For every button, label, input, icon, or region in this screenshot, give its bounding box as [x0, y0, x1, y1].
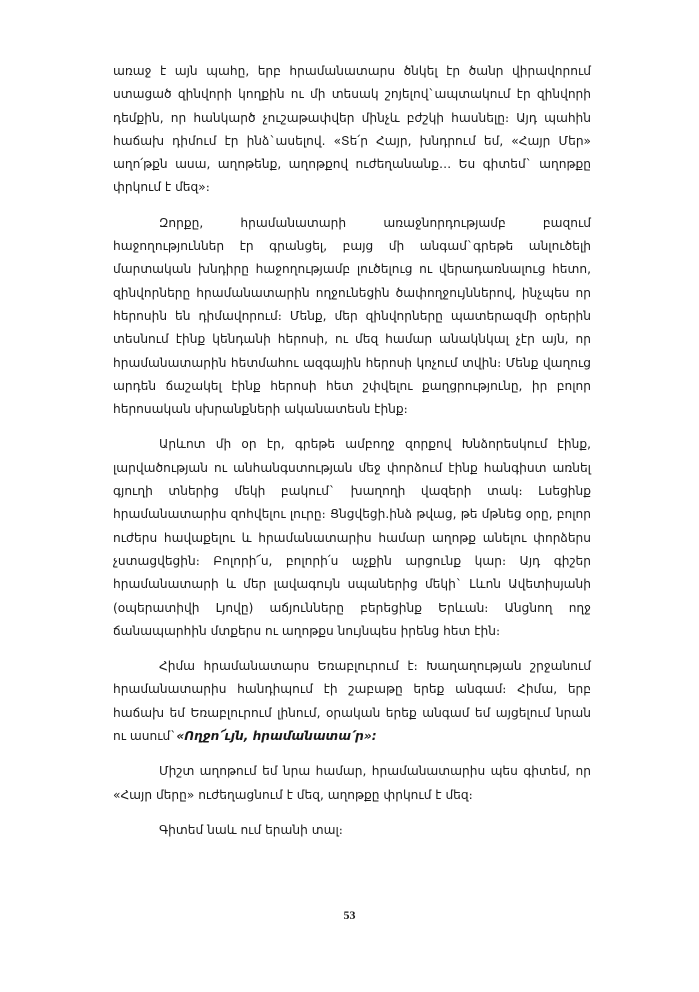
- paragraph-3: Արևոտ մի օր էր, գրեթե ամբողջ զորքով Խնձորեսկում էինք, լարվածության ու անհանգստության մեջ փորձում էինք հանգիստ առնել գյուղի տներից մեկի բակում` խաղողի վազերի տակ։ Լսեցինք հրամանատարիս զոհվելու լուրը։ Ցնցվեցի.ինձ թվաց, թե մթնեց օրը, բոլոր ուժերս հավաքելու և հրամանատարիս համար աղոթք անելու փորձերս չստացվեցին։ Բոլորի՜ս, բոլորի՛ս աչքին արցունք կար։ Այդ գիշեր հրամանատարի և մեր լավագույն սպաներից մեկի` Լևոն Ավետիսյանի (օպերատիվի Լյովը) աճյունները բերեցինք Երևան։ Անցնող ողջ ճանապարհին մտքերս ու աղոթքս նույնպես իրենց հետ էին։: [113, 437, 591, 638]
- paragraph-4: [113, 655, 591, 748]
- body-text: [113, 60, 591, 854]
- paragraph-2: Զորքը, հրամանատարի առաջնորդությամբ բազում հաջողություններ էր գրանցել, բայց մի անգամ`գրեթե անլուծելի մարտական խնդիրը հաջողությամբ լուծելուց ու վերադառնալուց հետո, զինվորները հրամանատարին ողջունեցին ծափողջույններով, ինչպես որ հերոսին են դիմավորում։ Մենք, մեր զինվորները պատերազմի օրերին տեսնում էինք կենդանի հերոսի, ու մեզ համար անակնկալ չէր այն, որ հրամանատարին հետմահու ազգային հերոսի կոչում տվին։ Մենք վաղուց արդեն ճաշակել էինք հերոսի հետ շփվելու քաղցրությունը, իր բոլոր հերոսական սխրանքների ականատեսն էինք։: [113, 215, 591, 417]
- page-number: 53: [343, 908, 356, 922]
- paragraph-5: Միշտ աղոթում եմ նրա համար, հրամանատարիս պես գիտեմ, որ «Հայր մերը» ուժեղացնում է մեզ, աղոթքը փրկում է մեզ։: [113, 764, 591, 802]
- paragraph-4-text: Հիմա հրամանատարս Եռաբլուրում է։ Խաղաղության շրջանում հրամանատարիս հանդիպում էի շաբաթը երեք անգամ։ Հիմա, երբ հաճախ եմ Եռաբլուրում լինում, օրական երեք անգամ եմ այցելում նրան ու ասում`: [113, 659, 591, 744]
- paragraph-6: Գիտեմ նաև ում երանի տալ։: [159, 822, 343, 837]
- paragraph-1: առաջ է այն պահը, երբ հրամանատարս ծնկել էր ծանր վիրավորում ստացած զինվորի կողքին ու մի տեսակ շոյելով`ապտակում էր զինվորի դեմքին, որ հանկարծ չուշաթափվեր մինչև բժշկի հասնելը։ Այդ պահին հաճախ դիմում էր ինձ`ասելով. «Տե՛ր Հայր, խնդրում եմ, «Հայր Մեր» աղո՛թքն ասա, աղոթենք, աղոթքով ուժեղանանք… Ես գիտեմ` աղոթքը փրկում է մեզ»։: [113, 64, 591, 195]
- paragraph-4-emphasis: «Ողջո՜ւյն, հրամանատա՛ր»։: [176, 729, 377, 744]
